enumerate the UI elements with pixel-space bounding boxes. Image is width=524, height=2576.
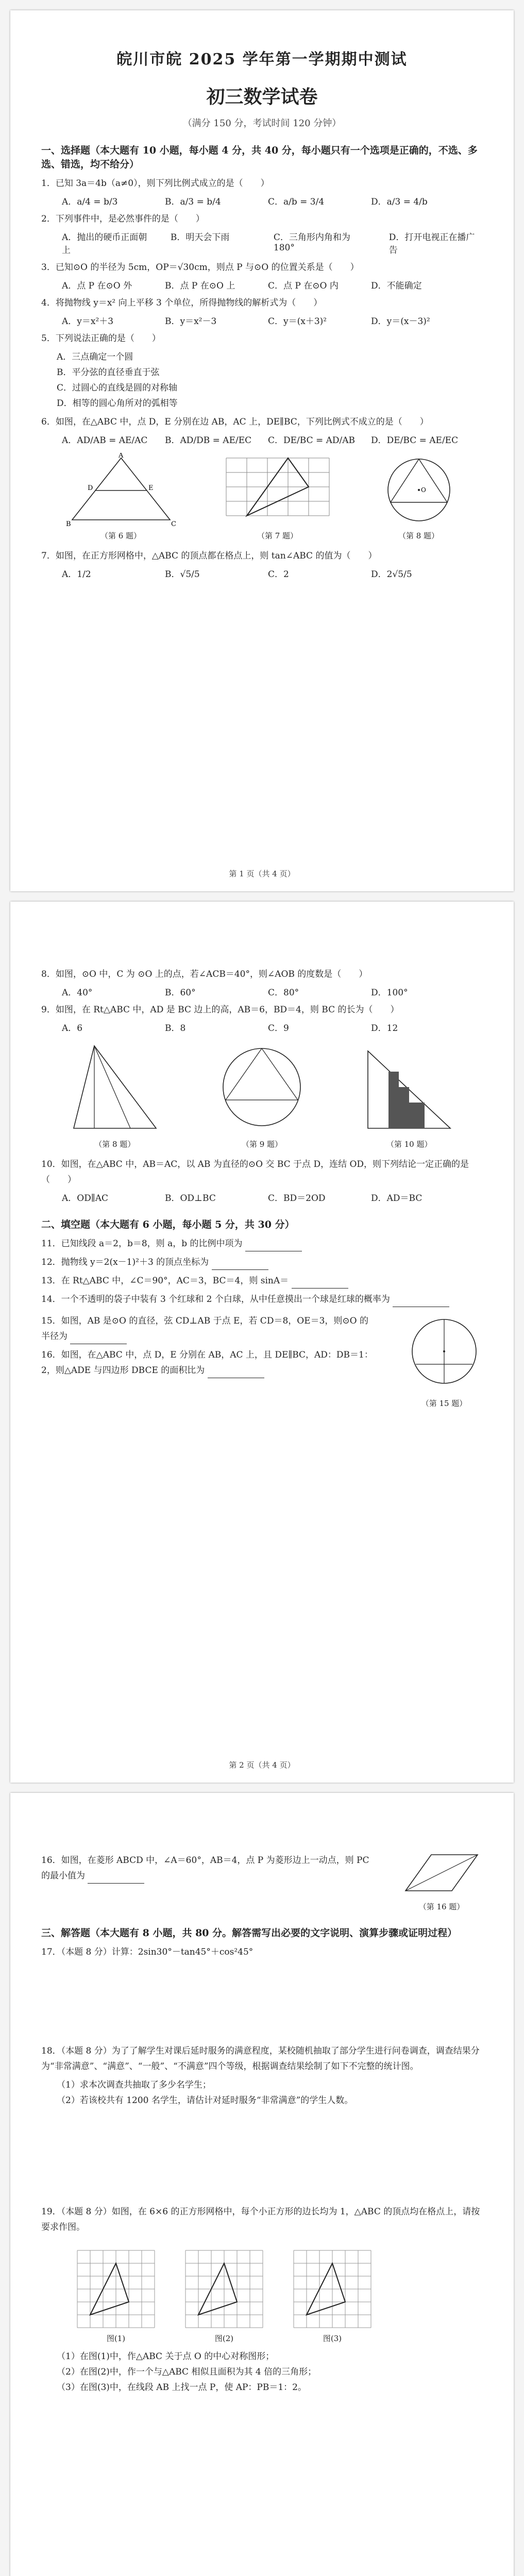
option: D．100° — [371, 988, 408, 998]
svg-text:E: E — [148, 484, 153, 492]
question-text: 16．如图，在△ABC 中，点 D，E 分别在 AB，AC 上，且 DE∥BC，AD：DB＝1：2，则△ADE 与四边形 DBCE 的面积比为 — [41, 1350, 373, 1376]
exam-page-1 — [10, 10, 514, 891]
option: D．DE/BC = AE/EC — [371, 435, 459, 446]
question-4-options — [62, 314, 483, 327]
question-4: 4．将抛物线 y＝x² 向上平移 3 个单位，所得抛物线的解析式为（ ） — [41, 298, 323, 308]
grid-figure — [221, 453, 334, 530]
option: A．OD∥AC — [62, 1193, 108, 1204]
question-6-options — [62, 433, 483, 446]
question-8: 8．如图，⊙O 中，C 为 ⊙O 上的点，若∠ACB＝40°，则∠AOB 的度数是（ ） — [41, 969, 368, 979]
figure-caption: （第 6 题） — [100, 531, 142, 540]
figure-15 — [405, 1310, 483, 1409]
question-8-options — [62, 985, 483, 998]
circle-figure — [375, 453, 463, 530]
section-heading: 一、选择题（本大题有 10 小题，每小题 4 分，共 40 分，每小题只有一个选项是正确的，不选、多选、错选，均不给分） — [41, 145, 478, 170]
question-text: 16．如图，在菱形 ABCD 中，∠A＝60°，AB＝4，点 P 为菱形边上一动点，则 PC 的最小值为 — [41, 1855, 369, 1881]
option: D．AD＝BC — [371, 1193, 422, 1204]
figure-caption: （第 8 题） — [94, 1140, 136, 1149]
figure-caption: 图(1) — [106, 2334, 126, 2343]
figure-caption: （第 10 题） — [386, 1140, 432, 1149]
option: A．1/2 — [62, 569, 91, 580]
exam-page-2 — [10, 902, 514, 1783]
option: A．40° — [62, 988, 93, 998]
question-19-sub: （3）在图(3)中，在线段 AB 上找一点 P，使 AP：PB＝1：2。 — [57, 2382, 307, 2393]
option: C．三角形内角和为 180° — [273, 232, 350, 253]
question-13 — [41, 1273, 483, 1289]
option: A．6 — [62, 1023, 83, 1033]
question-2-options — [62, 230, 483, 256]
option: C．2 — [268, 569, 289, 580]
question-6: 6．如图，在△ABC 中，点 D，E 分别在边 AB，AC 上，DE∥BC，下列比例式不成立的是（ ） — [41, 417, 429, 427]
question-text: 11．已知线段 a＝2，b＝8，则 a，b 的比例中项为 — [41, 1239, 243, 1249]
answer-blank[interactable] — [88, 1874, 144, 1884]
question-text: 15．如图，AB 是⊙O 的直径，弦 CD⊥AB 于点 E，若 CD＝8，OE＝3，则⊙O 的半径为 — [41, 1316, 369, 1342]
figure-grid — [221, 453, 334, 541]
answer-blank[interactable] — [70, 1334, 127, 1344]
figure-16 — [400, 1850, 483, 1912]
question-16b — [41, 1853, 369, 1884]
option: D．12 — [371, 1023, 398, 1033]
question-16 — [41, 1347, 375, 1378]
question-3: 3．已知⊙O 的半径为 5cm，OP＝√30cm，则点 P 与⊙O 的位置关系是（ ） — [41, 262, 359, 273]
question-11 — [41, 1236, 483, 1251]
question-3-options — [62, 278, 483, 291]
answer-blank[interactable] — [208, 1368, 264, 1378]
figure-caption: （第 7 题） — [257, 531, 298, 540]
option: C．点 P 在⊙O 内 — [268, 281, 339, 291]
question-19-sub: （1）在图(1)中，作△ABC 关于点 O 的中心对称图形； — [57, 2351, 275, 2362]
question-2: 2．下列事件中，是必然事件的是（ ） — [41, 214, 205, 224]
question-18-sub: （1）求本次调查共抽取了多少名学生； — [57, 2080, 211, 2090]
circle-figure — [210, 1041, 313, 1139]
figure-caption: （第 8 题） — [398, 531, 440, 540]
option: A．AD/AB = AE/AC — [62, 435, 148, 446]
circle-figure — [405, 1310, 483, 1398]
option: A．抛出的硬币正面朝上 — [62, 232, 147, 256]
grid-figures — [72, 2245, 483, 2344]
question-18: 18．（本题 8 分）为了了解学生对课后延时服务的满意程度，某校随机抽取了部分学生进行问卷调查，调查结果分为“非常满意”、“满意”、“一般”、“不满意”四个等级，根据调查结果绘制了如下不完整的统计图。 — [41, 2046, 480, 2072]
figure-caption: （第 16 题） — [418, 1902, 465, 1911]
grid-figure-3 — [289, 2245, 376, 2344]
option: B．a/3 = b/4 — [165, 197, 221, 207]
shaded-figure — [358, 1041, 461, 1139]
option: B．点 P 在⊙O 上 — [165, 281, 235, 291]
option: A．点 P 在⊙O 外 — [62, 281, 132, 291]
answer-blank[interactable] — [245, 1242, 302, 1251]
square-grid — [180, 2245, 268, 2333]
question-15 — [41, 1313, 375, 1344]
question-text: 13．在 Rt△ABC 中，∠C＝90°，AC＝3，BC＝4，则 sinA＝ — [41, 1276, 289, 1286]
option: B．OD⊥BC — [165, 1193, 216, 1204]
figure-caption: （第 9 题） — [241, 1140, 283, 1149]
section-heading: 三、解答题（本大题有 8 小题，共 80 分。解答需写出必要的文字说明、演算步骤或证明过程） — [41, 1927, 458, 1939]
option: D．y＝(x－3)² — [371, 316, 430, 327]
question-14 — [41, 1292, 483, 1307]
exam-title: 皖川市皖 2025 学年第一学期期中测试 — [116, 50, 408, 69]
question-15-row — [10, 1310, 483, 1409]
question-16b-row — [10, 1850, 483, 1912]
question-9: 9．如图，在 Rt△ABC 中，AD 是 BC 边上的高，AB＝6，BD＝4，则 BC 的长为（ ） — [41, 1005, 399, 1015]
question-5-item: A．三点确定一个圆 — [57, 352, 133, 362]
option: D．打开电视正在播广告 — [388, 232, 475, 256]
question-text: 12．抛物线 y＝2(x－1)²＋3 的顶点坐标为 — [41, 1257, 209, 1267]
option: C．9 — [268, 1023, 289, 1033]
option: D．a/3 = 4/b — [371, 197, 428, 207]
question-10-options — [62, 1191, 483, 1204]
question-text: 14．一个不透明的袋子中装有 3 个红球和 2 个白球，从中任意摸出一个球是红球的概率为 — [41, 1294, 390, 1304]
option: C．DE/BC = AD/AB — [268, 435, 356, 446]
question-5: 5．下列说法正确的是（ ） — [41, 333, 161, 344]
figure-caption: 图(3) — [323, 2334, 342, 2343]
figure-circle-chords — [210, 1041, 313, 1149]
figure-circle — [375, 453, 463, 541]
figure-triangle — [62, 453, 180, 541]
question-12 — [41, 1255, 483, 1270]
question-10: 10．如图，在△ABC 中，AB＝AC，以 AB 为直径的⊙O 交 BC 于点 D，连结 OD，则下列结论一定正确的是（ ） — [41, 1159, 469, 1185]
triangle-figure — [63, 1041, 166, 1139]
question-7: 7．如图，在正方形网格中，△ABC 的顶点都在格点上，则 tan∠ABC 的值为（ ） — [41, 551, 377, 561]
exam-page-3 — [10, 1793, 514, 2576]
option: B．√5/5 — [165, 569, 200, 580]
figure-triangle-altitude — [63, 1041, 166, 1149]
figures-row — [41, 453, 483, 541]
figure-shaded — [358, 1041, 461, 1149]
grid-figure-1 — [72, 2245, 160, 2344]
option: D．不能确定 — [371, 281, 422, 291]
option: C．BD＝2OD — [268, 1193, 326, 1204]
square-grid — [72, 2245, 160, 2333]
option: D．2√5/5 — [371, 569, 412, 580]
figures-row — [41, 1041, 483, 1149]
question-17: 17．（本题 8 分）计算：2sin30°－tan45°＋cos²45° — [41, 1947, 253, 1957]
option: B．8 — [165, 1023, 186, 1033]
question-9-options — [62, 1021, 483, 1033]
question-5-item: D．相等的圆心角所对的弧相等 — [57, 398, 178, 409]
svg-text:O: O — [420, 486, 426, 494]
section-heading: 二、填空题（本大题有 6 小题，每小题 5 分，共 30 分） — [41, 1219, 295, 1230]
option: C．y＝(x＋3)² — [268, 316, 327, 327]
exam-subtitle: 初三数学试卷 — [206, 86, 318, 108]
answer-blank[interactable] — [292, 1279, 348, 1289]
svg-text:D: D — [87, 484, 93, 492]
exam-meta: （满分 150 分，考试时间 120 分钟） — [182, 118, 342, 129]
question-1: 1．已知 3a＝4b（a≠0），则下列比例式成立的是（ ） — [41, 178, 269, 189]
option: B．y＝x²－3 — [165, 316, 217, 327]
svg-text:A: A — [118, 453, 123, 460]
option: B．明天会下雨 — [170, 232, 230, 243]
question-19: 19．（本题 8 分）如图，在 6×6 的正方形网格中，每个小正方形的边长均为 1，△ABC 的顶点均在格点上，请按要求作图。 — [41, 2207, 480, 2232]
question-18-sub: （2）若该校共有 1200 名学生，请估计对延时服务“非常满意”的学生人数。 — [57, 2095, 353, 2106]
option: B．60° — [165, 988, 196, 998]
page-number: 第 1 页（共 4 页） — [229, 869, 295, 878]
option: B．AD/DB = AE/EC — [165, 435, 252, 446]
question-5-item: C．过圆心的直线是圆的对称轴 — [57, 383, 178, 393]
option: A．a/4 = b/3 — [62, 197, 118, 207]
grid-figure-2 — [180, 2245, 268, 2344]
question-1-options — [62, 194, 483, 207]
question-7-options — [62, 567, 483, 580]
option: A．y＝x²＋3 — [62, 316, 114, 327]
rhombus-figure — [400, 1850, 483, 1901]
square-grid — [289, 2245, 376, 2333]
svg-text:C: C — [171, 520, 176, 528]
triangle-figure — [62, 453, 180, 530]
option: C．a/b = 3/4 — [268, 197, 325, 207]
option: C．80° — [268, 988, 299, 998]
answer-blank[interactable] — [212, 1260, 268, 1270]
page-number: 第 2 页（共 4 页） — [229, 1760, 295, 1770]
figure-caption: 图(2) — [214, 2334, 234, 2343]
question-19-sub: （2）在图(2)中，作一个与△ABC 相似且面积为其 4 倍的三角形； — [57, 2367, 317, 2377]
question-5-item: B．平分弦的直径垂直于弦 — [57, 367, 160, 378]
svg-text:B: B — [65, 520, 71, 528]
answer-blank[interactable] — [393, 1297, 449, 1307]
figure-caption: （第 15 题） — [421, 1399, 467, 1408]
